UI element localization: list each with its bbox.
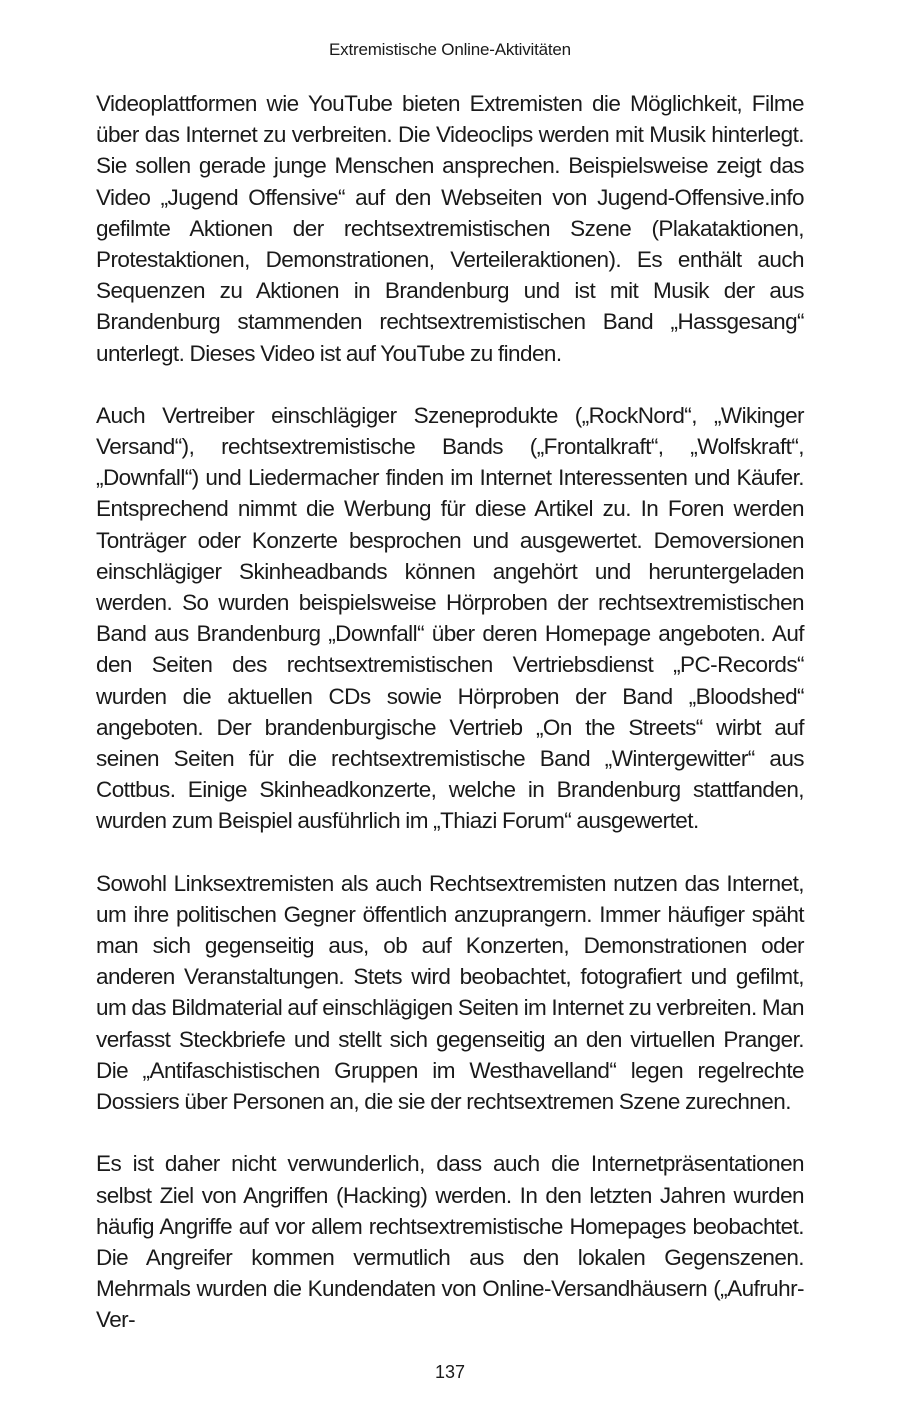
page-number: 137 [434, 1362, 466, 1382]
paragraph-hacking: Es ist daher nicht verwunderlich, dass auch die Internetpräsentationen selbst Ziel von Angriffen (Hacking) werden. In den letzten Jahren wurden häufig Angriffe auf vor allem rechtsextremistische Homepages beobachtet. Die Angreifer kommen vermutlich aus den lokalen Gegenszenen. Mehrmals wurden die Kundendaten von Online-Versandhäusern („Aufruhr-Ver- [96, 1151, 804, 1333]
paragraph-gegner-anprangern: Sowohl Linksextremisten als auch Rechtsextremisten nutzen das Internet, um ihre politischen Gegner öffentlich anzuprangern. Immer häufiger späht man sich gegenseitig aus, ob auf Konzerten, Demonstrationen oder anderen Veranstaltungen. Stets wird beobachtet, fotografiert und gefilmt, um das Bildmaterial auf einschlägigen Seiten im Internet zu verbreiten. Man verfasst Steckbriefe und stellt sich gegenseitig an den virtuellen Pranger. Die „Antifaschistischen Gruppen im Westhavelland“ legen regelrechte Dossiers über Personen an, die sie der rechtsextremen Szene zurechnen. [96, 870, 804, 1115]
paragraph-vertreiber: Auch Vertreiber einschlägiger Szeneprodukte („RockNord“, „Wikinger Versand“), rechtsextremistische Bands („Frontalkraft“, „Wolfskraft“, „Downfall“) und Liedermacher finden im Internet Interessenten und Käufer. Entsprechend nimmt die Werbung für diese Artikel zu. In Foren werden Tonträger oder Konzerte besprochen und ausgewertet. Demoversionen einschlägiger Skinheadbands können angehört und heruntergeladen werden. So wurden beispielsweise Hörproben der rechtsextremistischen Band aus Brandenburg „Downfall“ über deren Homepage angeboten. Auf den Seiten des rechtsextremistischen Vertriebsdienst „PC-Records“ wurden die aktuellen CDs sowie Hörproben der Band „Bloodshed“ angeboten. Der brandenburgische Vertrieb „On the Streets“ wirbt auf seinen Seiten für die rechtsextremistische Band „Wintergewitter“ aus Cottbus. Einige Skinheadkonzerte, welche in Brandenburg stattfanden, wurden zum Beispiel ausführlich im „Thiazi Forum“ ausgewertet. [96, 402, 804, 834]
page-body [96, 88, 804, 1336]
paragraph-videoplattformen: Videoplattformen wie YouTube bieten Extremisten die Möglichkeit, Filme über das Internet zu verbreiten. Die Videoclips werden mit Musik hinterlegt. Sie sollen gerade junge Menschen ansprechen. Beispielsweise zeigt das Video „Jugend Offensive“ auf den Webseiten von Jugend-Offensive.info gefilmte Aktionen der rechtsextremistischen Szene (Plakataktionen, Protestaktionen, Demonstrationen, Verteileraktionen). Es enthält auch Sequenzen zu Aktionen in Brandenburg und ist mit Musik der aus Brandenburg stammenden rechtsextremistischen Band „Hassgesang“ unterlegt. Dieses Video ist auf YouTube zu finden. [96, 91, 804, 366]
running-header: Extremistische Online-Aktivitäten [329, 40, 571, 59]
